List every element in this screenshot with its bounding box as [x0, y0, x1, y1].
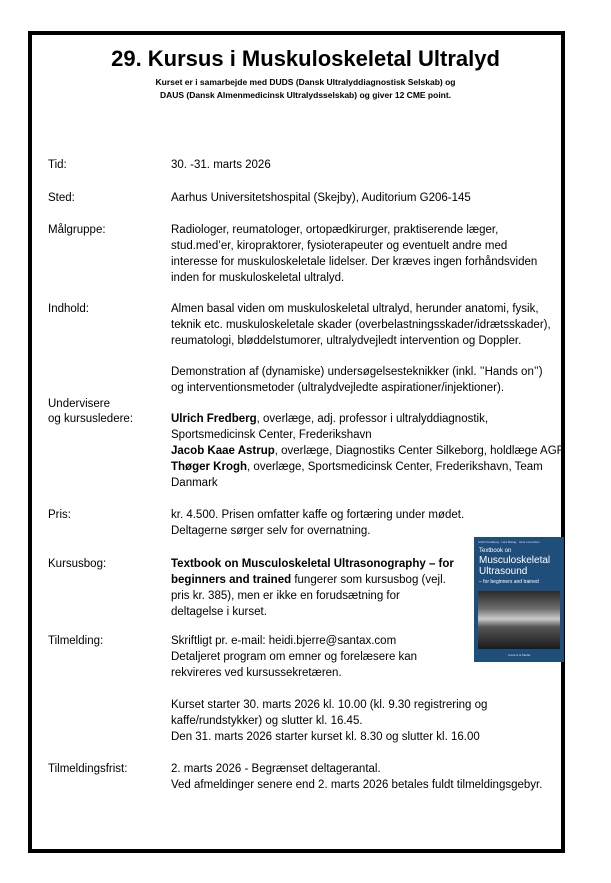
frist-label: Tilmeldingsfrist:	[48, 763, 128, 775]
maalgruppe-line: interesse for muskuloskeletale lidelser. Der kræves ingen forhåndsviden	[171, 256, 538, 268]
kursusbog-line	[171, 556, 454, 572]
book-cover-title-3: Ultrasound	[479, 566, 528, 577]
maalgruppe-line: inden for muskuloskeletal ultralyd.	[171, 272, 345, 284]
teacher-3-name: Thøger Krogh	[171, 461, 248, 473]
tilmelding-label: Tilmelding:	[48, 635, 104, 647]
frist-line: 2. marts 2026 - Begrænset deltagerantal.	[171, 763, 381, 775]
kursusbog-line	[171, 572, 446, 588]
tid-label: Tid:	[48, 159, 67, 171]
book-cover-image	[474, 537, 564, 662]
teacher-1-affiliation: Sportsmedicinsk Center, Frederikshavn	[171, 429, 372, 441]
pris-label: Pris:	[48, 509, 71, 521]
book-cover-publisher: Content & Media	[507, 653, 531, 657]
undervisere-label: Undervisere	[48, 398, 110, 410]
kursusbog-line: pris kr. 385), men er ikke en forudsætning for	[171, 590, 400, 602]
indhold-line: Demonstration af (dynamiske) undersøgelsesteknikker (inkl. ’’Hands on’’)	[171, 366, 543, 378]
frist-line: Ved afmeldinger senere end 2. marts 2026 betales fuldt tilmeldingsgebyr.	[171, 779, 543, 791]
book-cover-title-1: Textbook on	[479, 548, 512, 554]
tilmelding-line: Den 31. marts 2026 starter kurset kl. 8.30 og slutter kl. 16.00	[171, 731, 480, 743]
sted-label: Sted:	[48, 192, 75, 204]
page-title: 29. Kursus i Muskuloskeletal Ultralyd	[111, 46, 500, 71]
book-cover-subtitle: – for beginners and trained	[479, 579, 539, 585]
teacher-3-title: , overlæge, Sportsmedicinsk Center, Frederikshavn, Team	[247, 461, 543, 473]
teacher-1	[171, 411, 488, 427]
kursusbog-label: Kursusbog:	[48, 558, 107, 570]
teacher-1-name: Ulrich Fredberg	[171, 413, 257, 425]
subtitle-line-1: Kurset er i samarbejde med DUDS (Dansk Ultralyddiagnostisk Selskab) og	[155, 77, 456, 87]
tilmelding-line: Skriftligt pr. e-mail: heidi.bjerre@santax.com	[171, 635, 397, 647]
indhold-line: og interventionsmetoder (ultralydvejledte aspirationer/injektioner).	[171, 382, 505, 394]
book-cover-authors: Ulrich Fredberg · Lars Bolvig · Jens Lorentzen	[478, 540, 540, 544]
sted-value: Aarhus Universitetshospital (Skejby), Auditorium G206-145	[171, 192, 471, 204]
pris-line: Deltagerne sørger selv for overnatning.	[171, 525, 371, 537]
teacher-2-name: Jacob Kaae Astrup	[171, 445, 275, 457]
kursusbog-text: fungerer som kursusbog (vejl.	[291, 574, 446, 586]
maalgruppe-line: Radiologer, reumatologer, ortopædkirurger, praktiserende læger,	[171, 224, 499, 236]
indhold-line: reumatologi, bløddelstumorer, ultralydvejledt intervention og Doppler.	[171, 335, 522, 347]
teacher-1-title: , overlæge, adj. professor i ultralyddiagnostik,	[256, 413, 489, 425]
maalgruppe-label: Målgruppe:	[48, 224, 106, 236]
pris-line: kr. 4.500. Prisen omfatter kaffe og fortæring under mødet.	[171, 509, 465, 521]
tilmelding-line: kaffe/rundstykker) og slutter kl. 16.45.	[171, 715, 363, 727]
tilmelding-line: rekvireres ved kursussekretæren.	[171, 667, 342, 679]
subtitle-line-2: DAUS (Dansk Almenmedicinsk Ultralydsselskab) og giver 12 CME point.	[159, 90, 452, 100]
book-cover-title-2: Musculoskeletal	[479, 555, 551, 566]
indhold-line: teknik etc. muskuloskeletale skader (overbelastningsskader/idrætsskader),	[171, 319, 551, 331]
indhold-line: Almen basal viden om muskuloskeletal ultralyd, herunder anatomi, fysik,	[171, 303, 539, 315]
maalgruppe-line: stud.med’er, kiropraktorer, fysioterapeuter og eventuelt andre med	[171, 240, 508, 252]
tid-value: 30. -31. marts 2026	[171, 159, 271, 171]
tilmelding-line: Kurset starter 30. marts 2026 kl. 10.00 (kl. 9.30 registrering og	[171, 699, 488, 711]
teacher-2	[171, 443, 564, 459]
book-title-part-2: beginners and trained	[171, 574, 292, 586]
indhold-label: Indhold:	[48, 303, 89, 315]
teacher-3-affiliation: Danmark	[171, 477, 218, 489]
ultrasound-image	[478, 591, 560, 649]
book-title-part-1: Textbook on Musculoskeletal Ultrasonography – for	[171, 558, 454, 570]
kursusbog-line: deltagelse i kurset.	[171, 606, 267, 618]
kursusledere-label: og kursusledere:	[48, 413, 134, 425]
teacher-2-title: , overlæge, Diagnostiks Center Silkeborg, holdlæge AGF	[274, 445, 564, 457]
teacher-3	[171, 459, 543, 475]
tilmelding-line: Detaljeret program om emner og forelæsere kan	[171, 651, 418, 663]
